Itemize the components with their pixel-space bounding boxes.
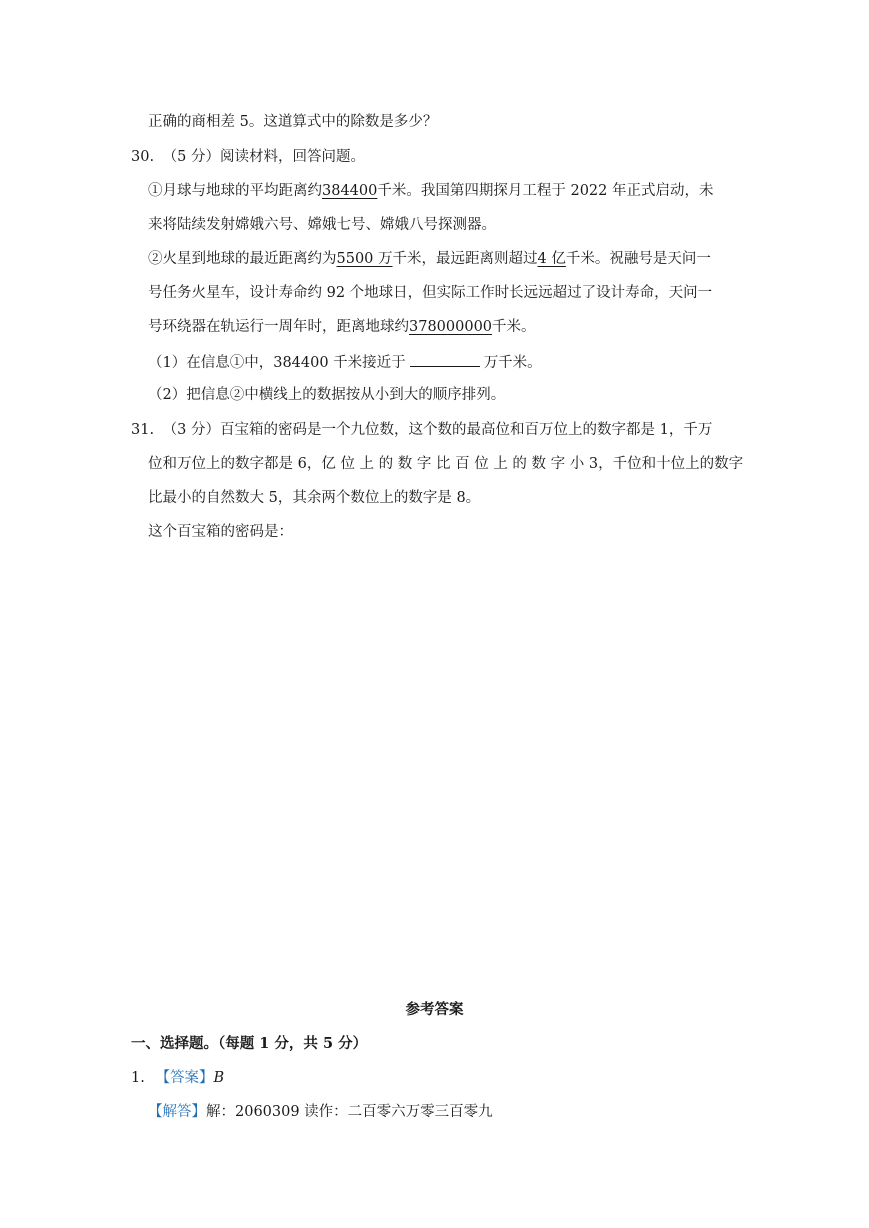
q30-score: （5 分） — [162, 149, 221, 165]
answer-blank[interactable] — [410, 352, 480, 367]
q30-prompt: 阅读材料，回答问题。 — [220, 149, 366, 165]
answer-tag: 【答案】 — [155, 1070, 214, 1086]
q31-number: 31. — [131, 422, 155, 438]
q30-info2-line1: ②火星到地球的最近距离约为5500 万千米，最远距离则超过4 亿千米。祝融号是天问一 — [148, 251, 711, 267]
explanation-tag: 【解答】 — [148, 1104, 206, 1120]
q31-score: （3 分） — [162, 422, 221, 438]
q30-info1-line1: ①月球与地球的平均距离约384400千米。我国第四期探月工程于 2022 年正式启动，未 — [148, 183, 714, 199]
answer-explanation-1: 【解答】解：2060309 读作：二百零六万零三百零九 — [148, 1104, 493, 1120]
underlined-5500wan: 5500 万 — [336, 251, 393, 267]
q31-line1: 31. （3 分）百宝箱的密码是一个九位数，这个数的最高位和百万位上的数字都是 1，千万 — [131, 422, 713, 438]
q29-tail: 正确的商相差 5。这道算式中的除数是多少？ — [148, 114, 438, 130]
underlined-4yi: 4 亿 — [537, 251, 566, 267]
underlined-384400: 384400 — [322, 183, 378, 199]
q30-sub1: （1）在信息①中，384400 千米接近于 万千米。 — [148, 352, 542, 373]
q31-line3: 比最小的自然数大 5，其余两个数位上的数字是 8。 — [148, 490, 481, 506]
q31-answer-prompt: 这个百宝箱的密码是： — [148, 524, 293, 540]
answer-value: B — [213, 1070, 225, 1086]
q30-header — [131, 147, 365, 167]
q30-info2-line3: 号环绕器在轨运行一周年时，距离地球约378000000千米。 — [148, 319, 536, 335]
q30-sub2: （2）把信息②中横线上的数据按从小到大的顺序排列。 — [148, 387, 506, 403]
q30-number: 30. — [131, 149, 155, 165]
answer-item-1 — [131, 1068, 224, 1088]
answers-section1: 一、选择题。（每题 1 分，共 5 分） — [131, 1035, 368, 1052]
q31-line2: 位和万位上的数字都是 6，亿 位 上 的 数 字 比 百 位 上 的 数 字 小 3，千位和十位上的数字 — [148, 456, 744, 472]
answer-item-number: 1. — [131, 1070, 145, 1086]
underlined-378000000: 378000000 — [409, 319, 493, 335]
q30-info1-line2: 来将陆续发射嫦娥六号、嫦娥七号、嫦娥八号探测器。 — [148, 217, 496, 233]
q30-info2-line2: 号任务火星车，设计寿命约 92 个地球日，但实际工作时长远远超过了设计寿命，天问一 — [148, 285, 713, 301]
answers-title: 参考答案 — [405, 1001, 464, 1018]
